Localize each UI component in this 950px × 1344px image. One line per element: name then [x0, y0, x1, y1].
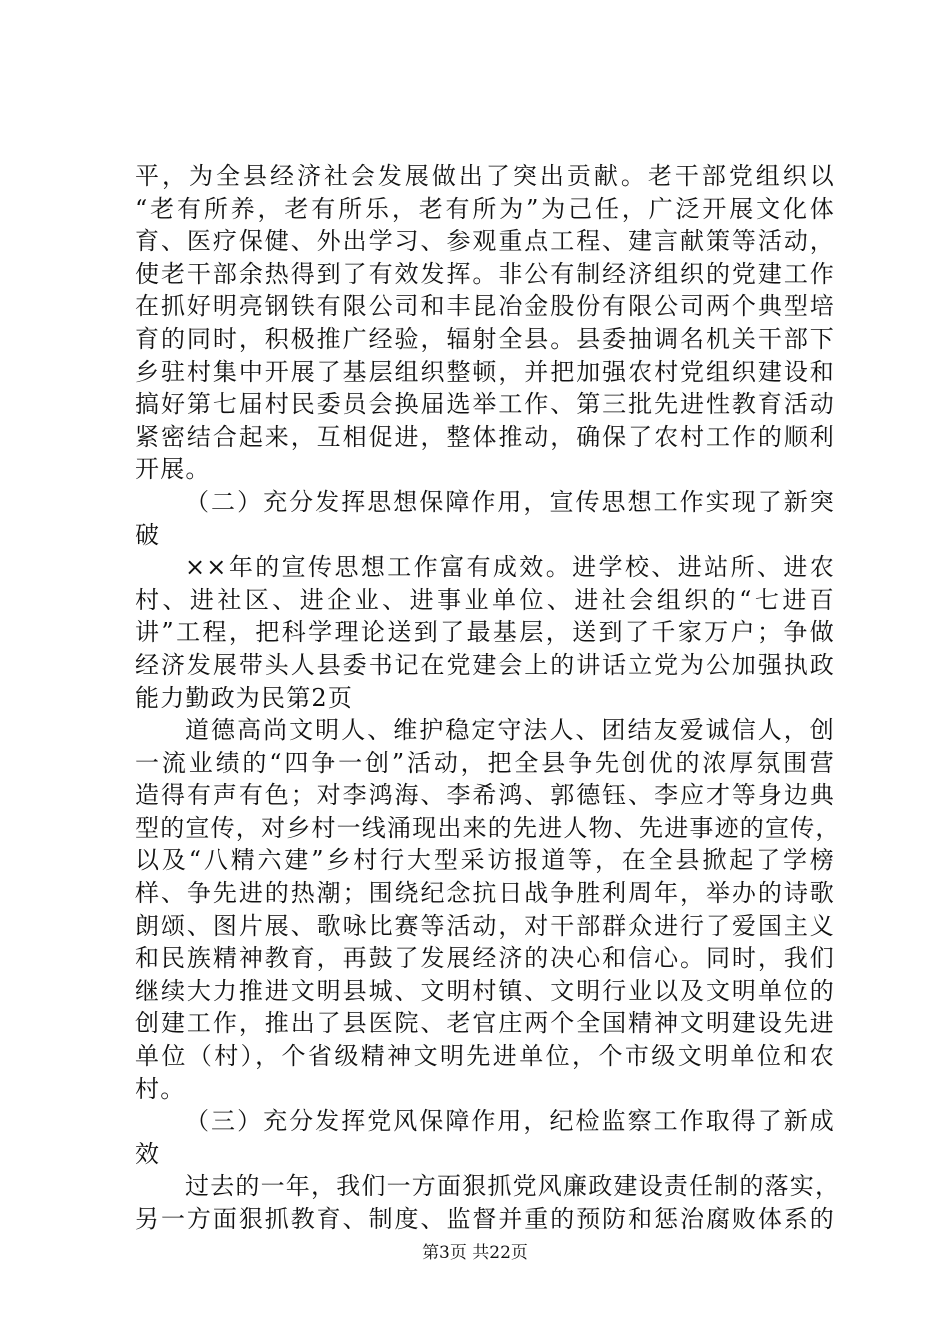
text-line: 育、医疗保健、外出学习、参观重点工程、建言献策等活动， — [135, 227, 835, 256]
text-line: 村。 — [135, 1074, 186, 1103]
text-line: 样、争先进的热潮；围绕纪念抗日战争胜利周年，举办的诗歌 — [135, 879, 835, 908]
text-line: “老有所养，老有所乐，老有所为”为己任，广泛开展文化体 — [135, 194, 835, 223]
text-line: 另一方面狠抓教育、制度、监督并重的预防和惩治腐败体系的 — [135, 1205, 835, 1233]
section-heading-line: （三）充分发挥党风保障作用，纪检监察工作取得了新成 — [185, 1107, 835, 1136]
text-line: 平，为全县经济社会发展做出了突出贡献。老干部党组织以 — [135, 162, 835, 190]
text-line: 在抓好明亮钢铁有限公司和丰昆冶金股份有限公司两个典型培 — [135, 292, 835, 321]
text-line: 过去的一年，我们一方面狠抓党风廉政建设责任制的落实， — [185, 1172, 841, 1201]
text-line: 使老干部余热得到了有效发挥。非公有制经济组织的党建工作 — [135, 259, 835, 288]
text-line: 创建工作，推出了县医院、老官庄两个全国精神文明建设先进 — [135, 1009, 835, 1038]
text-line: 朗颂、图片展、歌咏比赛等活动，对干部群众进行了爱国主义 — [135, 911, 835, 940]
text-line: 紧密结合起来，互相促进，整体推动，确保了农村工作的顺利 — [135, 422, 835, 451]
text-line: 搞好第七届村民委员会换届选举工作、第三批先进性教育活动 — [135, 390, 835, 419]
text-line: 经济发展带头人县委书记在党建会上的讲话立党为公加强执政 — [135, 650, 835, 679]
section-heading-line: （二）充分发挥思想保障作用，宣传思想工作实现了新突 — [185, 487, 835, 516]
section-heading-line: 破 — [135, 520, 161, 549]
text-line: 道德高尚文明人、维护稳定守法人、团结友爱诚信人，创 — [185, 716, 835, 745]
text-line: 一流业绩的“四争一创”活动，把全县争先创优的浓厚氛围营 — [135, 748, 835, 777]
text-line: 型的宣传，对乡村一线涌现出来的先进人物、先进事迹的宣传， — [135, 813, 841, 842]
text-line: 单位（村），个省级精神文明先进单位，个市级文明单位和农 — [135, 1042, 835, 1071]
document-body — [135, 160, 841, 1236]
text-line: 村、进社区、进企业、进事业单位、进社会组织的“七进百 — [135, 585, 835, 614]
text-line: ××年的宣传思想工作富有成效。进学校、进站所、进农 — [185, 553, 835, 582]
text-line: 乡驻村集中开展了基层组织整顿，并把加强农村党组织建设和 — [135, 357, 835, 386]
text-line: 和民族精神教育，再鼓了发展经济的决心和信心。同时，我们 — [135, 944, 835, 973]
text-line: 继续大力推进文明县城、文明村镇、文明行业以及文明单位的 — [135, 976, 835, 1005]
text-line: 开展。 — [135, 455, 211, 484]
text-line: 造得有声有色；对李鸿海、李希鸿、郭德钰、李应才等身边典 — [135, 781, 835, 810]
text-line: 以及“八精六建”乡村行大型采访报道等，在全县掀起了学榜 — [135, 846, 835, 875]
text-line: 讲”工程，把科学理论送到了最基层，送到了千家万户；争做 — [135, 618, 835, 647]
text-line: 育的同时，积极推广经验，辐射全县。县委抽调名机关干部下 — [135, 324, 835, 353]
section-heading-line: 效 — [135, 1139, 161, 1168]
text-line: 能力勤政为民第2页 — [135, 683, 354, 712]
page-footer: 第3页 共22页 — [422, 1243, 528, 1263]
